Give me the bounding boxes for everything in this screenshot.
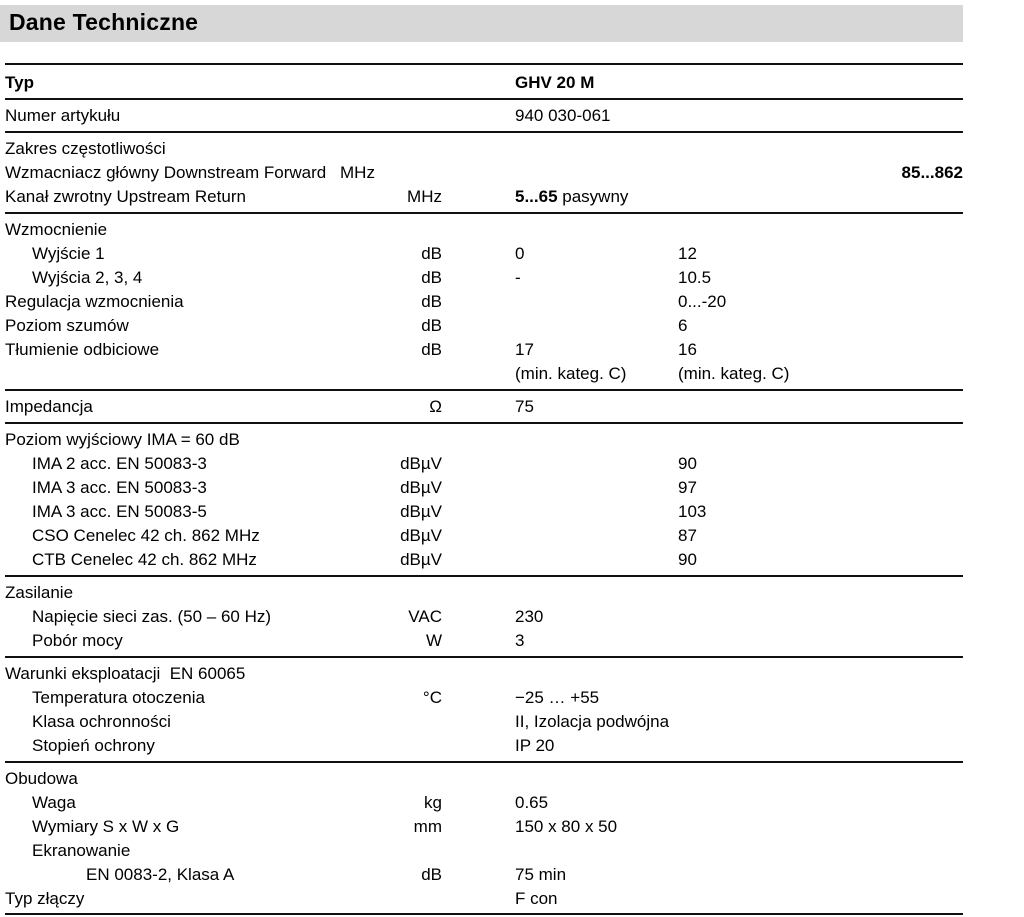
table-row xyxy=(5,605,963,629)
row-value-1 xyxy=(448,104,673,128)
row-value-2 xyxy=(673,629,858,653)
row-label: Stopień ochrony xyxy=(32,736,155,755)
table-row xyxy=(5,104,963,133)
row-value-1 xyxy=(448,395,673,419)
row-value-3 xyxy=(858,629,963,653)
row-label: Regulacja wzmocnienia xyxy=(5,292,184,311)
row-value-3 xyxy=(858,767,963,791)
row-label: Warunki eksploatacji EN 60065 xyxy=(5,664,246,683)
row-value-3 xyxy=(858,548,963,572)
table-row xyxy=(5,266,963,290)
row-label: IMA 3 acc. EN 50083-3 xyxy=(32,478,207,497)
row-value-2: 103 xyxy=(678,502,707,521)
table-row xyxy=(5,395,963,424)
row-value-1-text: IP 20 xyxy=(515,736,555,755)
row-value-2 xyxy=(673,662,858,686)
row-value-2 xyxy=(673,815,858,839)
table-row xyxy=(5,428,963,452)
row-value-2 xyxy=(673,428,858,452)
row-value-2 xyxy=(673,887,858,911)
row-value-1 xyxy=(448,71,673,95)
row-unit: °C xyxy=(422,688,442,707)
table-row xyxy=(5,524,963,548)
row-value-2: 16 xyxy=(678,340,697,359)
row-value-1 xyxy=(448,767,673,791)
table-row xyxy=(5,218,963,242)
row-unit: dBµV xyxy=(400,526,442,545)
row-unit xyxy=(340,104,448,128)
row-value-3 xyxy=(858,218,963,242)
row-value-2 xyxy=(673,185,858,209)
row-label: Ekranowanie xyxy=(32,841,131,860)
row-label: IMA 2 acc. EN 50083-3 xyxy=(32,454,207,473)
row-unit: dB xyxy=(421,316,442,335)
row-value-2 xyxy=(673,218,858,242)
row-unit: dBµV xyxy=(400,454,442,473)
row-value-3 xyxy=(858,887,963,911)
row-label: Klasa ochronności xyxy=(32,712,171,731)
row-unit xyxy=(340,767,448,791)
row-label: EN 0083-2, Klasa A xyxy=(86,865,235,884)
table-row xyxy=(5,476,963,500)
row-value-2 xyxy=(673,686,858,710)
row-value-3 xyxy=(858,266,963,290)
row-value-1 xyxy=(448,314,673,338)
table-row xyxy=(5,629,963,658)
row-value-1-text: 75 min xyxy=(515,865,567,884)
row-value-3 xyxy=(858,734,963,758)
row-value-1 xyxy=(448,548,673,572)
table-row xyxy=(5,767,963,791)
row-value-1 xyxy=(448,734,673,758)
row-label: Napięcie sieci zas. (50 – 60 Hz) xyxy=(32,607,272,626)
table-row xyxy=(5,242,963,266)
row-value-3: 85...862 xyxy=(901,163,963,182)
table-row xyxy=(5,734,963,763)
row-value-1 xyxy=(448,338,673,362)
row-value-3 xyxy=(858,581,963,605)
table-row xyxy=(5,815,963,839)
row-value-2: (min. kateg. C) xyxy=(678,364,790,383)
row-value-3 xyxy=(858,428,963,452)
row-value-2 xyxy=(673,71,858,95)
table-row xyxy=(5,839,963,863)
row-value-2: 87 xyxy=(678,526,697,545)
row-value-1 xyxy=(448,524,673,548)
row-label: Obudowa xyxy=(5,769,78,788)
row-value-1 xyxy=(448,662,673,686)
row-label: Impedancja xyxy=(5,397,93,416)
row-unit xyxy=(340,662,448,686)
row-value-2 xyxy=(673,581,858,605)
row-value-1-text: 0.65 xyxy=(515,793,549,812)
row-value-2: 0...-20 xyxy=(678,292,727,311)
row-value-1-text: −25 … +55 xyxy=(515,688,600,707)
row-value-2 xyxy=(673,839,858,863)
row-value-3 xyxy=(858,500,963,524)
row-label: Poziom wyjściowy IMA = 60 dB xyxy=(5,430,240,449)
row-value-3 xyxy=(858,314,963,338)
row-value-3 xyxy=(858,524,963,548)
row-value-2 xyxy=(673,710,858,734)
row-label: Waga xyxy=(32,793,76,812)
row-unit: mm xyxy=(413,817,442,836)
row-value-3 xyxy=(858,476,963,500)
row-value-1 xyxy=(448,581,673,605)
table-row xyxy=(5,710,963,734)
table-row xyxy=(5,137,963,161)
row-unit: dB xyxy=(421,865,442,884)
row-value-2 xyxy=(673,791,858,815)
row-unit xyxy=(340,137,448,161)
row-label: Wymiary S x W x G xyxy=(32,817,180,836)
row-unit: dB xyxy=(421,244,442,263)
table-row xyxy=(5,887,963,915)
table-row xyxy=(5,161,963,185)
row-label: Wzmocnienie xyxy=(5,220,108,239)
row-unit: dB xyxy=(421,340,442,359)
row-value-2: 90 xyxy=(678,454,697,473)
row-label: Temperatura otoczenia xyxy=(32,688,205,707)
row-value-3 xyxy=(858,395,963,419)
row-value-1 xyxy=(448,266,673,290)
row-label: Zakres częstotliwości xyxy=(5,139,166,158)
row-value-3 xyxy=(858,290,963,314)
row-value-3 xyxy=(858,710,963,734)
table-row xyxy=(5,791,963,815)
table-row xyxy=(5,500,963,524)
row-value-1 xyxy=(448,137,673,161)
row-label: Wyjścia 2, 3, 4 xyxy=(32,268,143,287)
row-unit: kg xyxy=(424,793,442,812)
row-label: Wzmacniacz główny Downstream Forward xyxy=(5,163,327,182)
row-value-3 xyxy=(858,71,963,95)
row-unit xyxy=(340,887,448,911)
row-unit: Ω xyxy=(429,397,442,416)
row-value-3 xyxy=(858,362,963,386)
row-value-2 xyxy=(673,395,858,419)
row-unit xyxy=(340,710,448,734)
row-label: IMA 3 acc. EN 50083-5 xyxy=(32,502,207,521)
row-value-2 xyxy=(673,137,858,161)
row-unit: dBµV xyxy=(400,478,442,497)
row-value-2 xyxy=(673,104,858,128)
row-label: CTB Cenelec 42 ch. 862 MHz xyxy=(32,550,257,569)
row-value-2 xyxy=(673,767,858,791)
row-value-1 xyxy=(448,863,673,887)
row-label: CSO Cenelec 42 ch. 862 MHz xyxy=(32,526,260,545)
row-value-1 xyxy=(448,629,673,653)
row-value-3 xyxy=(858,863,963,887)
row-label: Zasilanie xyxy=(5,583,74,602)
row-unit xyxy=(340,218,448,242)
row-value-1 xyxy=(448,185,673,209)
row-value-3 xyxy=(858,791,963,815)
row-label: Numer artykułu xyxy=(5,106,121,125)
row-value-1-text: 230 xyxy=(515,607,544,626)
row-value-1 xyxy=(448,686,673,710)
row-value-3 xyxy=(858,338,963,362)
row-value-1-text: II, Izolacja podwójna xyxy=(515,712,670,731)
title-bar xyxy=(0,5,963,42)
table-row xyxy=(5,314,963,338)
row-value-1 xyxy=(448,218,673,242)
row-value-1-text: 17 xyxy=(515,340,534,359)
row-value-1-text: (min. kateg. C) xyxy=(515,364,627,383)
row-value-3 xyxy=(858,137,963,161)
page-title: Dane Techniczne xyxy=(9,9,199,35)
table-row xyxy=(5,185,963,214)
row-value-1-text: 940 030-061 xyxy=(515,106,611,125)
row-value-2 xyxy=(673,161,858,185)
row-unit: dBµV xyxy=(400,502,442,521)
row-value-2: 10.5 xyxy=(678,268,712,287)
row-unit: dB xyxy=(421,292,442,311)
row-value-1-text: 0 xyxy=(515,244,525,263)
row-value-3 xyxy=(858,104,963,128)
row-unit xyxy=(340,71,448,95)
row-value-1 xyxy=(448,839,673,863)
row-value-1-text: GHV 20 M xyxy=(515,73,595,92)
table-row xyxy=(5,581,963,605)
row-unit xyxy=(340,428,448,452)
row-label: Pobór mocy xyxy=(32,631,123,650)
table-row xyxy=(5,548,963,577)
row-value-1 xyxy=(448,791,673,815)
table-row xyxy=(5,338,963,362)
row-value-1-text: 3 xyxy=(515,631,525,650)
row-value-2: 90 xyxy=(678,550,697,569)
row-value-1 xyxy=(448,290,673,314)
table-row xyxy=(5,63,963,100)
row-value-3 xyxy=(858,662,963,686)
row-value-1 xyxy=(448,362,673,386)
row-value-2: 6 xyxy=(678,316,688,335)
row-value-1-text: 150 x 80 x 50 xyxy=(515,817,618,836)
spec-table xyxy=(5,63,963,915)
table-row xyxy=(5,863,963,887)
row-value-2: 97 xyxy=(678,478,697,497)
table-row xyxy=(5,452,963,476)
table-row xyxy=(5,686,963,710)
row-value-1 xyxy=(448,887,673,911)
row-label: Wyjście 1 xyxy=(32,244,105,263)
row-value-1-text: 75 xyxy=(515,397,534,416)
row-label: Typ złączy xyxy=(5,889,85,908)
row-value-1 xyxy=(448,815,673,839)
row-unit: MHz xyxy=(407,187,442,206)
row-value-2 xyxy=(673,734,858,758)
row-value-3 xyxy=(858,452,963,476)
row-value-1 xyxy=(448,428,673,452)
row-unit xyxy=(340,734,448,758)
row-value-1 xyxy=(448,452,673,476)
row-label: Tłumienie odbiciowe xyxy=(5,340,160,359)
row-value-3 xyxy=(858,242,963,266)
row-value-3 xyxy=(858,605,963,629)
row-value-1 xyxy=(448,605,673,629)
row-unit xyxy=(340,839,448,863)
row-value-2 xyxy=(673,863,858,887)
row-value-1 xyxy=(448,500,673,524)
table-row xyxy=(5,662,963,686)
row-value-1-text: - xyxy=(515,268,521,287)
row-label: Typ xyxy=(5,73,34,92)
row-value-1-bold: 5...65 xyxy=(515,187,558,206)
row-value-1-text: pasywny xyxy=(557,187,629,206)
row-unit: W xyxy=(425,631,442,650)
row-label: Poziom szumów xyxy=(5,316,129,335)
row-value-2: 12 xyxy=(678,244,697,263)
row-unit: dB xyxy=(421,268,442,287)
table-row xyxy=(5,362,963,391)
row-value-1 xyxy=(448,161,673,185)
row-unit xyxy=(340,362,448,386)
row-value-1 xyxy=(448,710,673,734)
row-unit: MHz xyxy=(340,163,375,182)
row-label xyxy=(5,362,340,386)
row-label: Kanał zwrotny Upstream Return xyxy=(5,187,246,206)
table-row xyxy=(5,290,963,314)
row-value-3 xyxy=(858,185,963,209)
row-value-2 xyxy=(673,605,858,629)
row-unit xyxy=(340,581,448,605)
row-unit: dBµV xyxy=(400,550,442,569)
row-value-1 xyxy=(448,242,673,266)
row-unit: VAC xyxy=(408,607,442,626)
row-value-1-text: F con xyxy=(515,889,558,908)
row-value-1 xyxy=(448,476,673,500)
row-value-3 xyxy=(858,815,963,839)
row-value-3 xyxy=(858,686,963,710)
row-value-3 xyxy=(858,839,963,863)
